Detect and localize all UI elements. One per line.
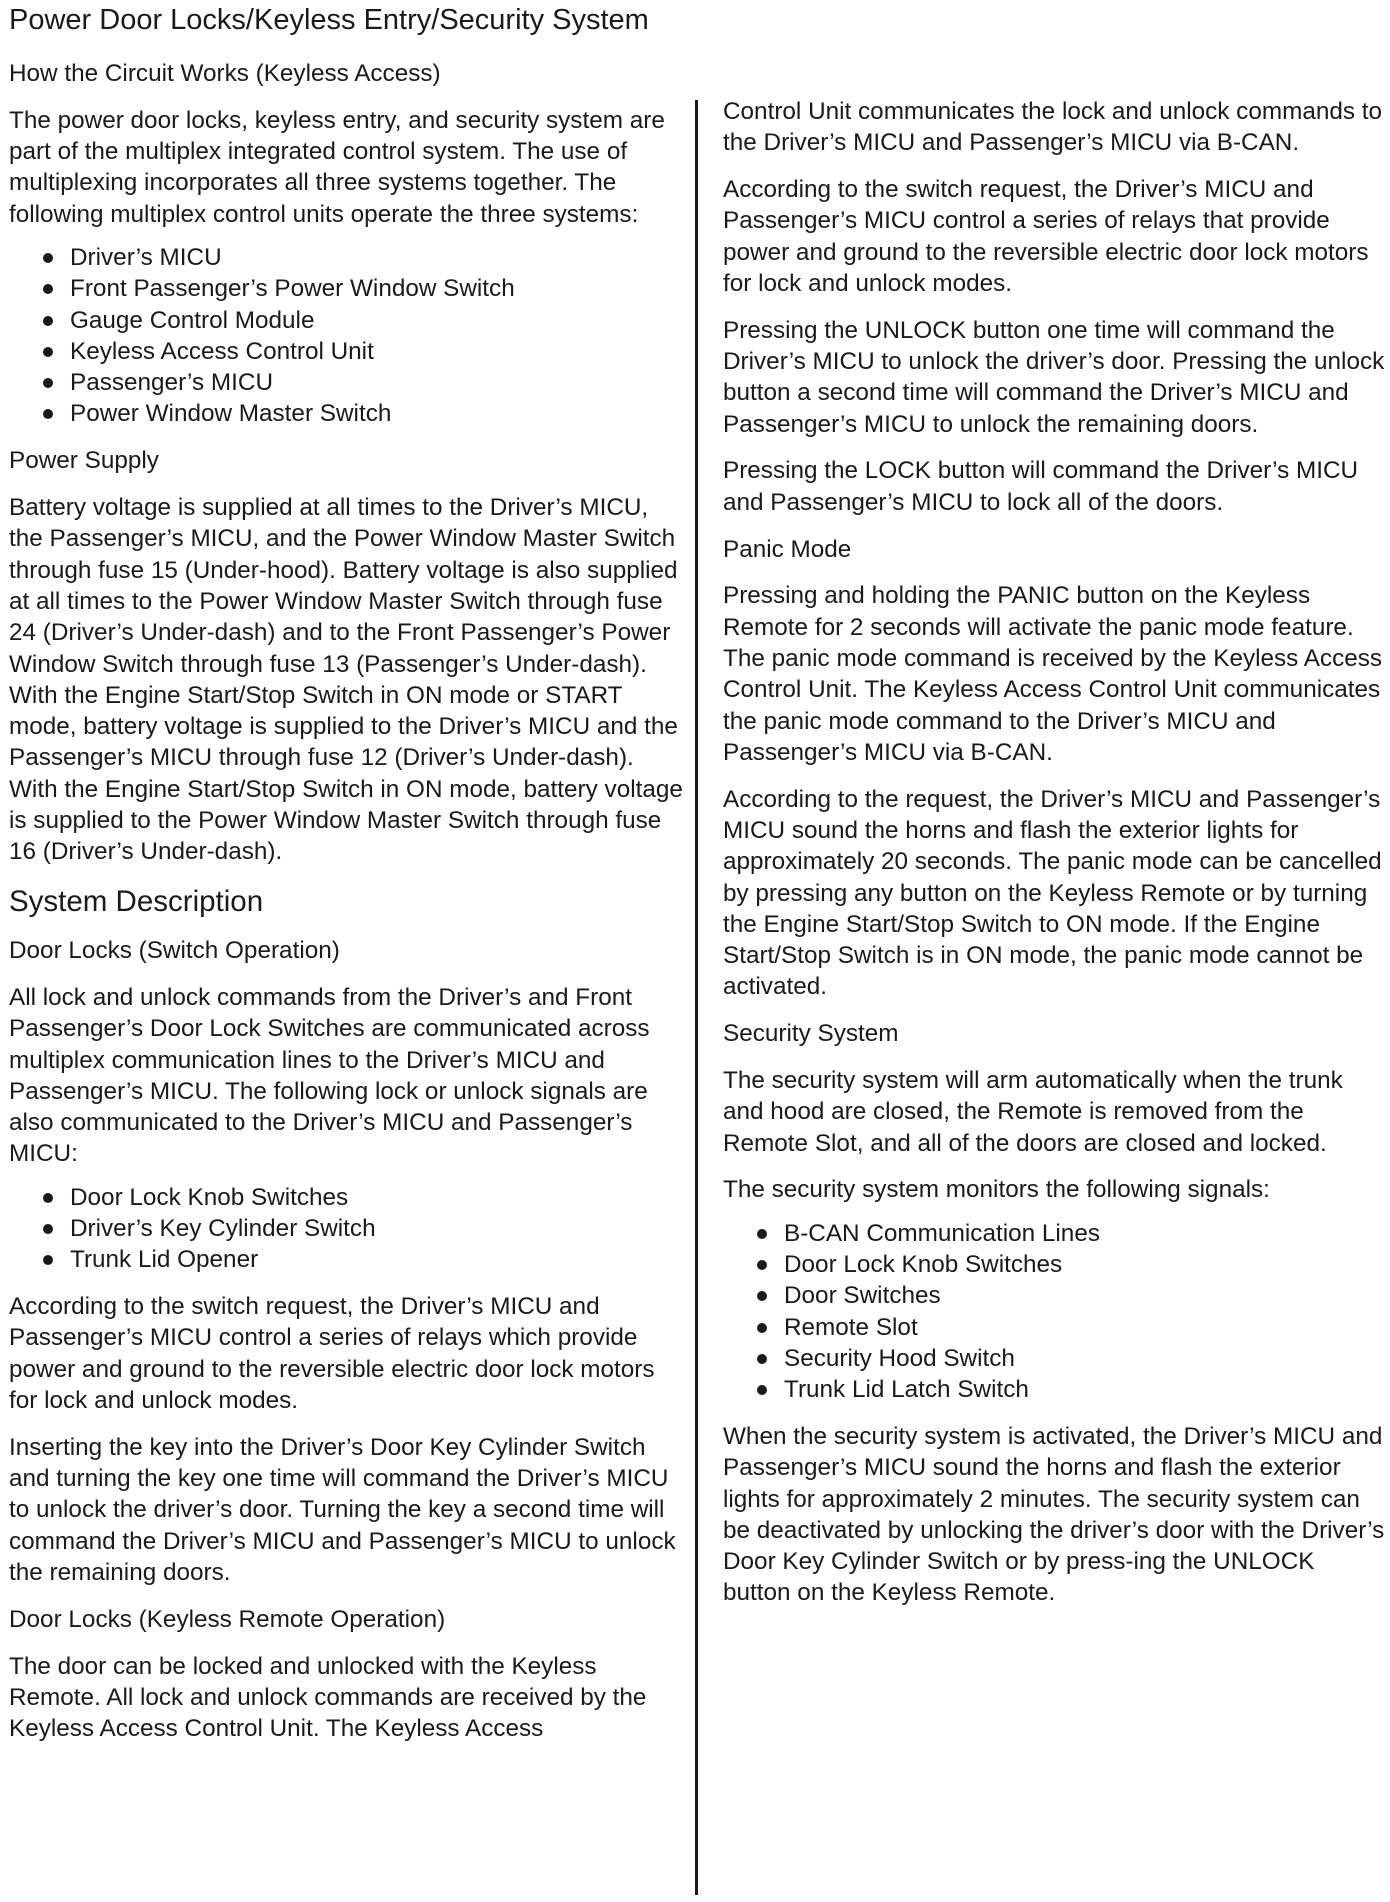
remote-continued-paragraph: Control Unit communicates the lock and unlock commands to the Driver’s MICU and Passenger’s MICU via B-CAN. [723,98,1383,157]
key-cylinder-paragraph: Inserting the key into the Driver’s Door Key Cylinder Switch and turning the key one time will command the Driver’s MICU to unlock the driver’s door. Turning the key a second time will command the Driver’s MICU and Passenger’s MICU to unlock the remaining doors. [9,1433,676,1586]
unlock-paragraph: Pressing the UNLOCK button one time will command the Driver’s MICU to unlock the driver’s door. Pressing the unlock button a second time will command the Driver’s MICU and Passenger’s MICU to unlock the remaining doors. [723,316,1385,438]
list-item: Trunk Lid Latch Switch [723,1374,1388,1405]
heading-keyless-remote: Door Locks (Keyless Remote Operation) [9,1605,446,1633]
list-item: B-CAN Communication Lines [723,1218,1388,1249]
list-item: Door Lock Knob Switches [723,1249,1388,1280]
page-title: Power Door Locks/Keyless Entry/Security System [9,4,649,36]
lock-paragraph: Pressing the LOCK button will command the Driver’s MICU and Passenger’s MICU to lock all of the doors. [723,457,1359,516]
heading-circuit: How the Circuit Works (Keyless Access) [9,60,441,87]
right-column [723,96,1388,1624]
column-divider [695,100,698,1895]
panic-request-paragraph: According to the request, the Driver’s MICU and Passenger’s MICU sound the horns and flash the exterior lights for approximately 20 seconds. The panic mode can be cancelled by pressing any button on the Keyless Remote or by turning the Engine Start/Stop Switch to ON mode. If the Engine Start/Stop Switch is in ON mode, the panic mode cannot be activated. [723,785,1382,1001]
list-item: Door Switches [723,1280,1388,1311]
list-item: Door Lock Knob Switches [9,1182,684,1213]
list-item: Gauge Control Module [9,305,684,336]
switch-paragraph: All lock and unlock commands from the Driver’s and Front Passenger’s Door Lock Switches are communicated across multiplex communication lines to the Driver’s MICU and Passenger’s MICU. The following lock or unlock signals are also communicated to the Driver’s MICU and Passenger’s MICU: [9,983,650,1168]
heading-power-supply: Power Supply [9,447,159,475]
heading-panic-mode: Panic Mode [723,535,852,563]
panic-paragraph: Pressing and holding the PANIC button on the Keyless Remote for 2 seconds will activate the panic mode feature. The panic mode command is received by the Keyless Access Control Unit. The Keyless Access Control Unit communicates the panic mode command to the Driver’s MICU and Passenger’s MICU via B-CAN. [723,582,1383,766]
list-item: Trunk Lid Opener [9,1244,684,1275]
remote-relay-paragraph: According to the switch request, the Driver’s MICU and Passenger’s MICU control a series of relays that provide power and ground to the reversible electric door lock motors for lock and unlock modes. [723,176,1369,297]
heading-system-description: System Description [9,885,264,919]
list-item: Power Window Master Switch [9,398,684,429]
monitor-signals-list [723,1218,1388,1406]
list-item: Keyless Access Control Unit [9,336,684,367]
switch-signals-list [9,1182,684,1276]
list-item: Passenger’s MICU [9,367,684,398]
list-item: Remote Slot [723,1312,1388,1343]
list-item: Driver’s MICU [9,242,684,273]
activated-paragraph: When the security system is activated, the Driver’s MICU and Passenger’s MICU sound the horns and flash the exterior lights for approximately 2 minutes. The security system can be deactivated by unlocking the driver’s door with the Driver’s Door Key Cylinder Switch or by press-ing the UNLOCK button on the Keyless Remote. [723,1422,1385,1607]
security-paragraph: The security system will arm automatically when the trunk and hood are closed, the Remote is removed from the Remote Slot, and all of the doors are closed and locked. [723,1067,1343,1157]
list-item: Driver’s Key Cylinder Switch [9,1213,684,1244]
left-column [9,58,684,1760]
switch-relay-paragraph: According to the switch request, the Driver’s MICU and Passenger’s MICU control a series of relays which provide power and ground to the reversible electric door lock motors for lock and unlock modes. [9,1293,655,1414]
heading-switch-operation: Door Locks (Switch Operation) [9,937,340,965]
power-supply-paragraph: Battery voltage is supplied at all times to the Driver’s MICU, the Passenger’s MICU, and the Power Window Master Switch through fuse 15 (Under-hood). Battery voltage is also supplied at all times to the Power Window Master Switch through fuse 24 (Driver’s Under-dash) and to the Front Passenger’s Power Window Switch through fuse 13 (Passenger’s Under-dash). With the Engine Start/Stop Switch in ON mode or START mode, battery voltage is supplied to the Driver’s MICU and the Passenger’s MICU through fuse 12 (Driver’s Under-dash). With the Engine Start/Stop Switch in ON mode, battery voltage is supplied to the Power Window Master Switch through fuse 16 (Driver’s Under-dash). [9,494,683,866]
remote-paragraph: The door can be locked and unlocked with the Keyless Remote. All lock and unlock commands are received by the Keyless Access Control Unit. The Keyless Access [9,1652,647,1743]
monitor-paragraph: The security system monitors the following signals: [723,1176,1270,1204]
list-item: Front Passenger’s Power Window Switch [9,273,684,304]
control-units-list [9,242,684,430]
heading-security-system: Security System [723,1020,899,1048]
intro-paragraph: The power door locks, keyless entry, and security system are part of the multiplex integrated control system. The use of multiplexing incorporates all three systems together. The following multiplex control units operate the three systems: [9,106,665,228]
list-item: Security Hood Switch [723,1343,1388,1374]
